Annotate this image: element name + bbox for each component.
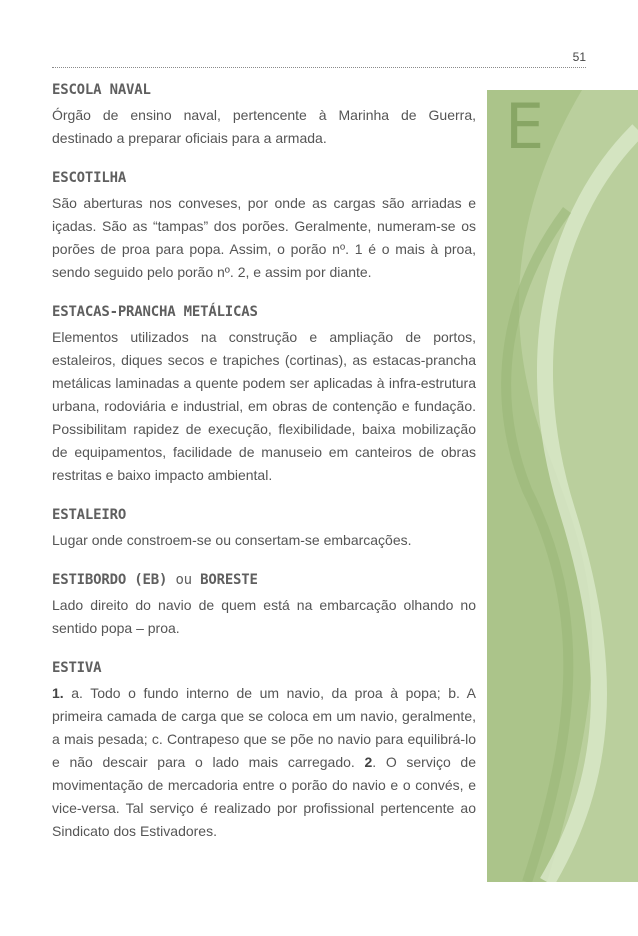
entry-definition: Lado direito do navio de quem está na embarcação olhando no sentido popa – proa. [52, 597, 476, 636]
term-part: ESTIBORDO (EB) [52, 572, 168, 588]
entry-escotilha [52, 170, 476, 284]
entry-estibordo [52, 572, 476, 640]
entry-definition [52, 682, 476, 843]
entry-definition: Lugar onde constroem-se ou consertam-se embarcações. [52, 532, 412, 548]
sense-number: 2 [364, 754, 373, 770]
entry-definition: São aberturas nos conveses, por onde as cargas são arriadas e içadas. São as “tampas” dos porões. Geralmente, numeram-se os porões de proa para popa. Assim, o porão nº. 1 é o mais à proa, sendo seguido pelo porão nº. 2, e assim por diante. [52, 195, 476, 280]
glossary-entries [52, 82, 476, 863]
wave-ornament [487, 90, 638, 882]
entry-estiva [52, 660, 476, 843]
definition-text: a. Todo o fundo interno de um navio, da proa à popa; b. A primeira camada de carga que se coloca em um navio, geralmente, a mais pesada; c. Contrapeso que se põe no navio para equilibrá-lo e não descair para o lado mais carregado. [52, 685, 476, 770]
entry-definition: Elementos utilizados na construção e ampliação de portos, estaleiros, diques secos e trapiches (cortinas), as estacas-prancha metálicas laminadas a quente podem ser aplicadas à infra-estrutura urbana, rodoviária e industrial, em obras de contenção e fundação. Possibilitam rapidez de execução, flexibilidade, baixa mobilização de equipamentos, facilidade de manuseio em canteiros de obras restritas e baixo impacto ambiental. [52, 329, 476, 483]
entry-term: ESCOLA NAVAL [52, 82, 151, 98]
entry-estacas-prancha [52, 304, 476, 487]
section-letter: E [505, 90, 545, 163]
entry-estaleiro [52, 507, 476, 552]
entry-term: ESTIVA [52, 660, 102, 676]
entry-term: ESTACAS-PRANCHA METÁLICAS [52, 304, 258, 320]
term-part: BORESTE [200, 572, 258, 588]
entry-term [52, 572, 476, 588]
header-rule [52, 67, 586, 68]
definition-text: . O serviço de movimentação de mercadoria entre o porão do navio e o convés, e vice-versa. Tal serviço é realizado por profissional pertencente ao Sindicato dos Estivadores. [52, 754, 476, 839]
sense-number: 1. [52, 685, 64, 701]
decorative-side-band [487, 90, 638, 882]
entry-escola-naval [52, 82, 476, 150]
term-conjunction: ou [175, 572, 192, 588]
entry-term: ESTALEIRO [52, 507, 127, 523]
entry-definition: Órgão de ensino naval, pertencente à Marinha de Guerra, destinado a preparar oficiais para a armada. [52, 107, 476, 146]
page-number: 51 [572, 50, 586, 64]
entry-term: ESCOTILHA [52, 170, 127, 186]
